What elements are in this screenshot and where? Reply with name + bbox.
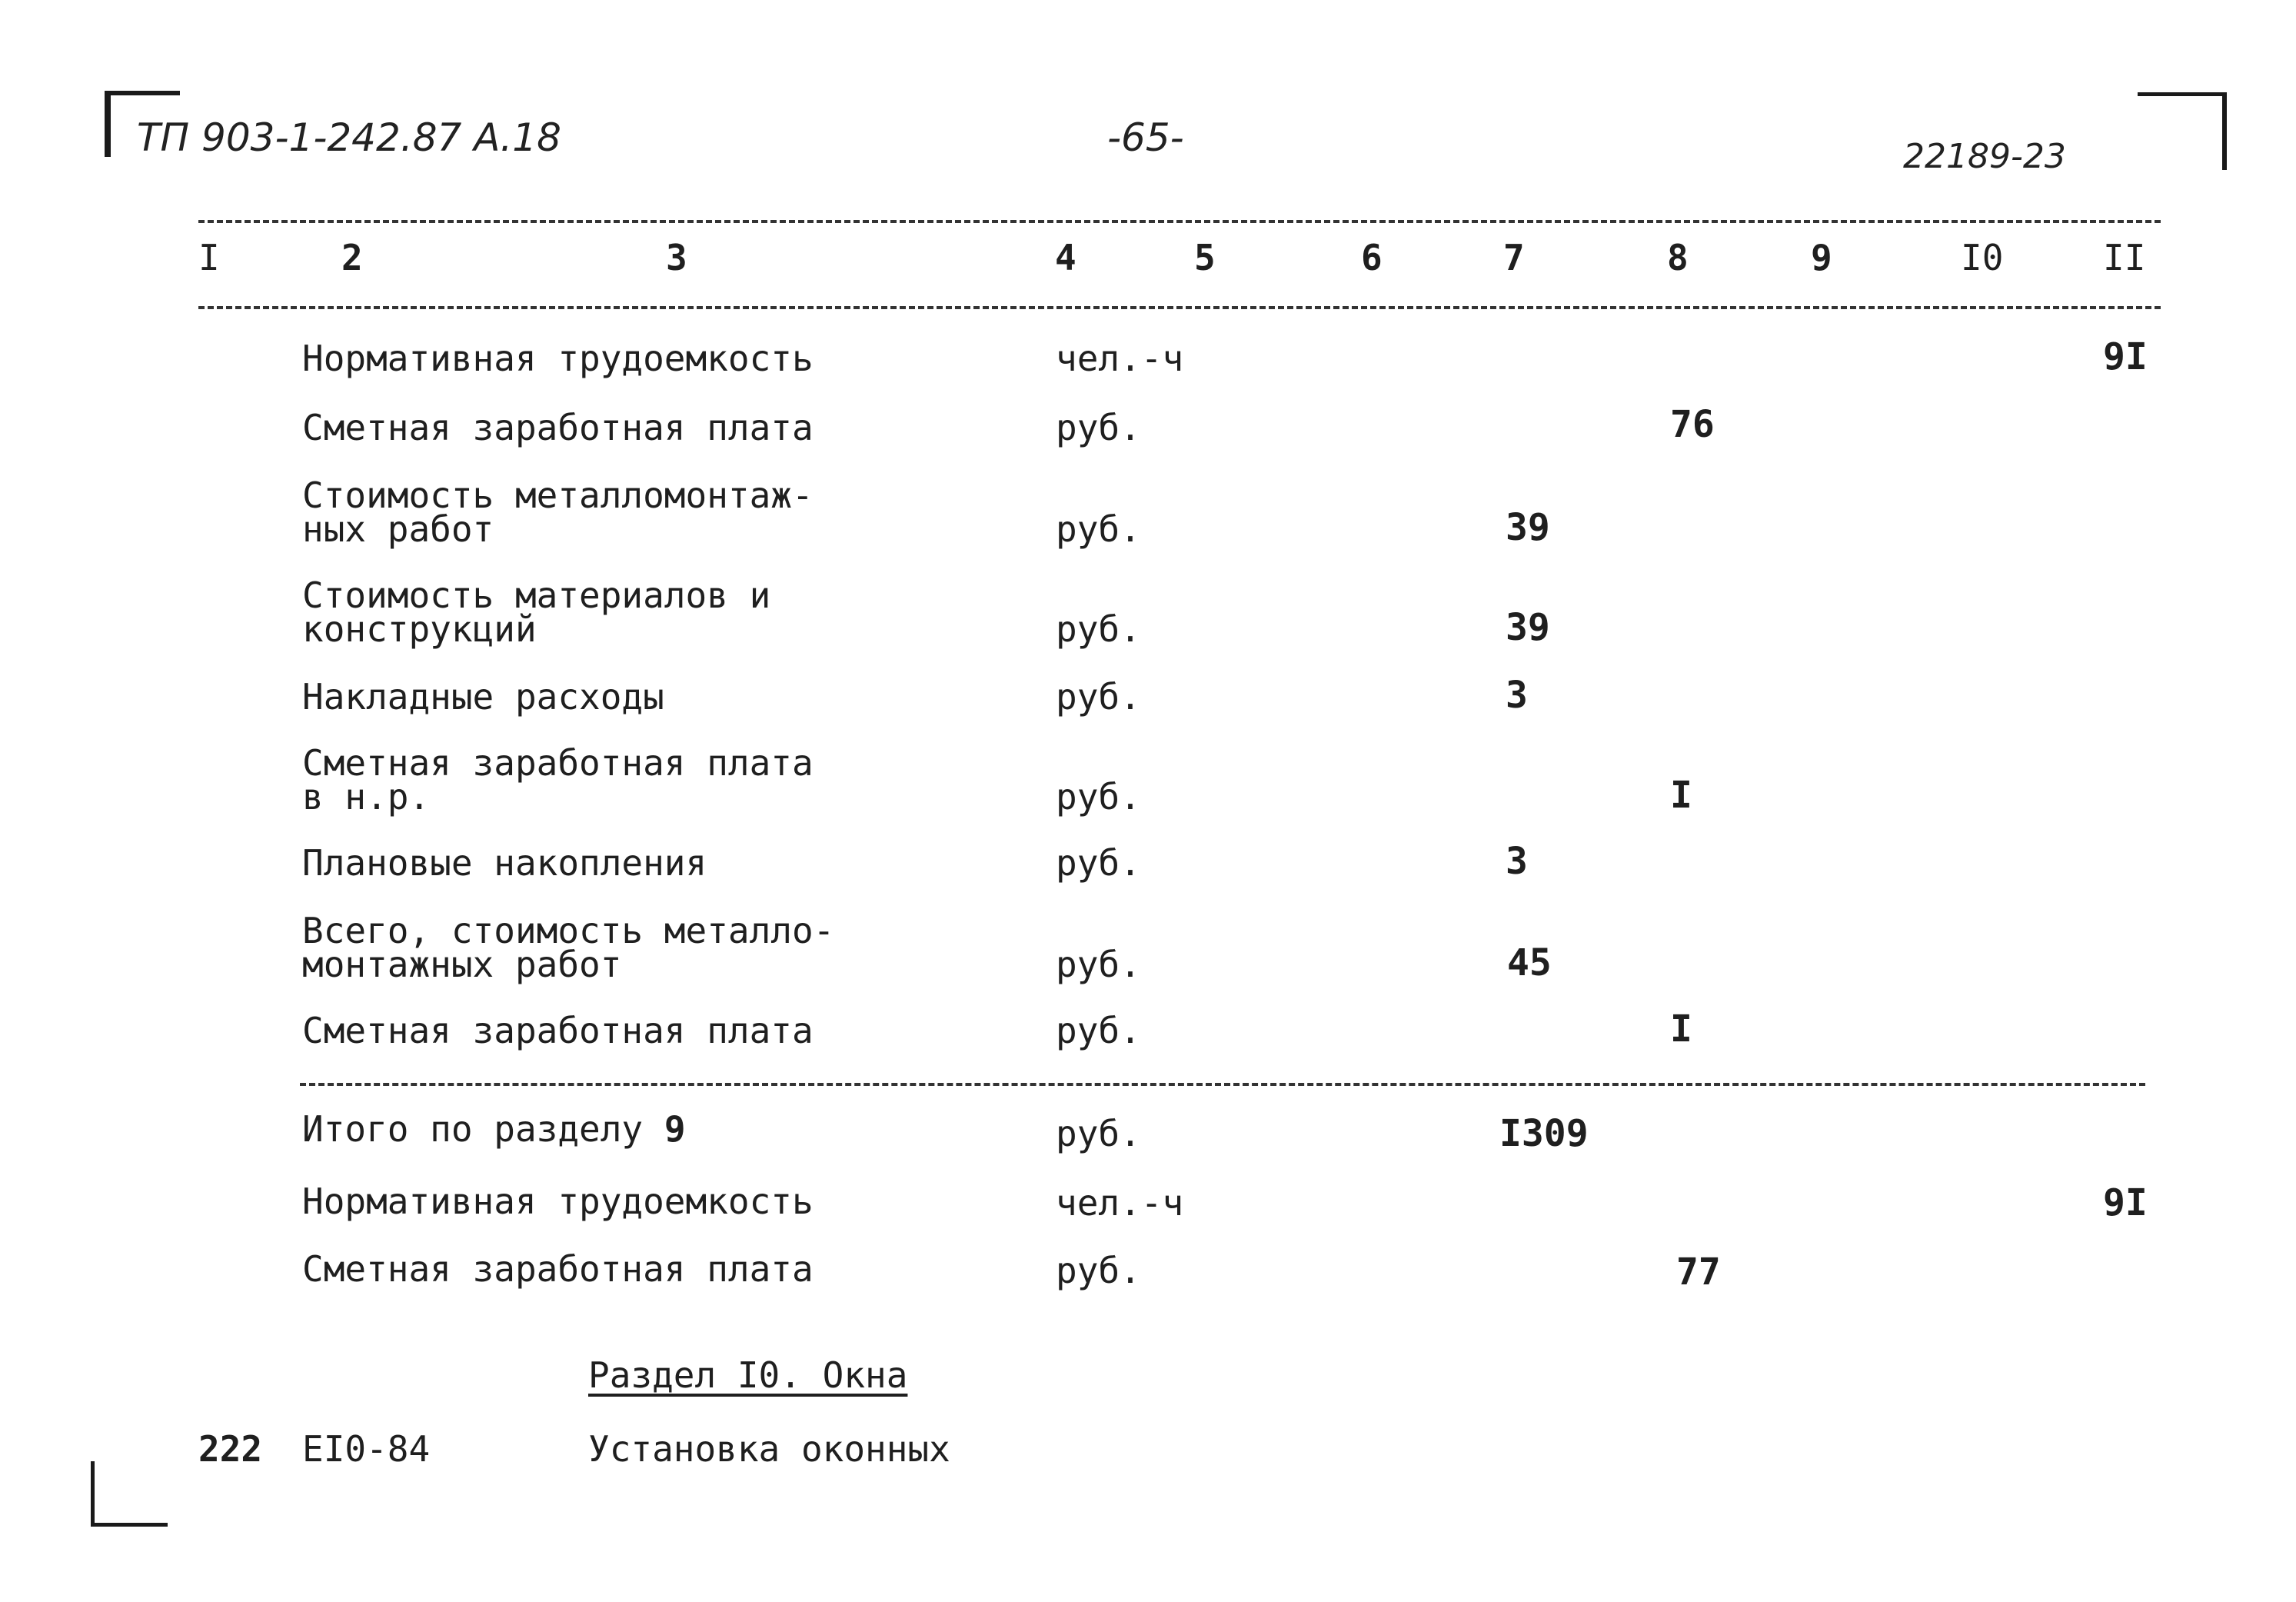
column-number-8: 8 xyxy=(1667,237,1689,278)
total-0-section-number: 9 xyxy=(664,1108,686,1150)
total-0-name xyxy=(302,1108,686,1150)
total-1-name: Нормативная трудоемкость xyxy=(302,1181,814,1222)
total-1-col11: 9I xyxy=(2103,1181,2148,1224)
column-number-3: 3 xyxy=(666,237,687,278)
row-4-name: Накладные расходы xyxy=(302,676,664,718)
column-number-1: I xyxy=(198,237,220,278)
row-6-unit: руб. xyxy=(1056,842,1141,884)
row-7-name: Всего, стоимость металло- xyxy=(302,910,835,951)
frame-corner-bottom-left xyxy=(91,1461,168,1527)
total-0-unit: руб. xyxy=(1056,1113,1141,1154)
row-4-col7: 3 xyxy=(1506,674,1528,717)
column-number-4: 4 xyxy=(1055,237,1076,278)
section-heading: Раздел I0. Окна xyxy=(588,1354,908,1396)
row-6-name: Плановые накопления xyxy=(302,842,707,884)
row-7-unit: руб. xyxy=(1056,944,1141,985)
row-3-unit: руб. xyxy=(1056,608,1141,650)
row-8-name: Сметная заработная плата xyxy=(302,1010,814,1051)
total-1-unit: чел.-ч xyxy=(1056,1182,1184,1224)
row-5-name-cont: в н.р. xyxy=(302,776,431,818)
column-number-5: 5 xyxy=(1194,237,1216,278)
item-code: EI0-84 xyxy=(302,1428,431,1470)
row-1-name: Сметная заработная плата xyxy=(302,407,814,448)
row-0-unit: чел.-ч xyxy=(1056,338,1184,379)
section-total-rule xyxy=(300,1083,2145,1086)
column-number-11: II xyxy=(2103,237,2146,278)
row-5-name: Сметная заработная плата xyxy=(302,742,814,784)
row-2-col7: 39 xyxy=(1506,506,1550,549)
table-top-rule xyxy=(198,220,2161,223)
row-3-name: Стоимость материалов и xyxy=(302,575,771,616)
row-7-name-cont: монтажных работ xyxy=(302,944,622,985)
total-2-name: Сметная заработная плата xyxy=(302,1248,814,1290)
row-4-unit: руб. xyxy=(1056,676,1141,718)
archive-number: 22189-23 xyxy=(1903,137,2066,176)
row-2-name-cont: ных работ xyxy=(302,508,494,550)
row-3-name-cont: конструкций xyxy=(302,608,537,650)
total-2-col8: 77 xyxy=(1676,1251,1721,1294)
row-6-col7: 3 xyxy=(1506,840,1528,883)
column-number-7: 7 xyxy=(1503,237,1525,278)
row-8-col8: I xyxy=(1670,1007,1692,1051)
column-number-9: 9 xyxy=(1811,237,1832,278)
row-3-col7: 39 xyxy=(1506,606,1550,649)
total-0-col7: I309 xyxy=(1499,1112,1589,1155)
column-number-2: 2 xyxy=(341,237,363,278)
frame-corner-top-right xyxy=(2138,92,2227,170)
total-0-name-prefix: Итого по разделу xyxy=(302,1108,644,1150)
table-header-rule xyxy=(198,306,2161,309)
row-2-unit: руб. xyxy=(1056,508,1141,550)
total-2-unit: руб. xyxy=(1056,1250,1141,1291)
row-1-unit: руб. xyxy=(1056,407,1141,448)
doc-code: ТП 903-1-242.87 А.18 xyxy=(137,115,561,160)
row-7-col7: 45 xyxy=(1507,941,1552,984)
item-number: 222 xyxy=(198,1428,263,1470)
row-0-col11: 9I xyxy=(2103,335,2148,378)
row-2-name: Стоимость металломонтаж- xyxy=(302,475,814,516)
page-number: -65- xyxy=(1107,115,1184,160)
row-0-name: Нормативная трудоемкость xyxy=(302,338,814,379)
column-number-10: I0 xyxy=(1961,237,2004,278)
row-5-col8: I xyxy=(1670,774,1692,817)
row-1-col8: 76 xyxy=(1670,403,1715,446)
column-number-6: 6 xyxy=(1361,237,1383,278)
row-5-unit: руб. xyxy=(1056,776,1141,818)
item-description: Установка оконных xyxy=(588,1428,950,1470)
row-8-unit: руб. xyxy=(1056,1010,1141,1051)
